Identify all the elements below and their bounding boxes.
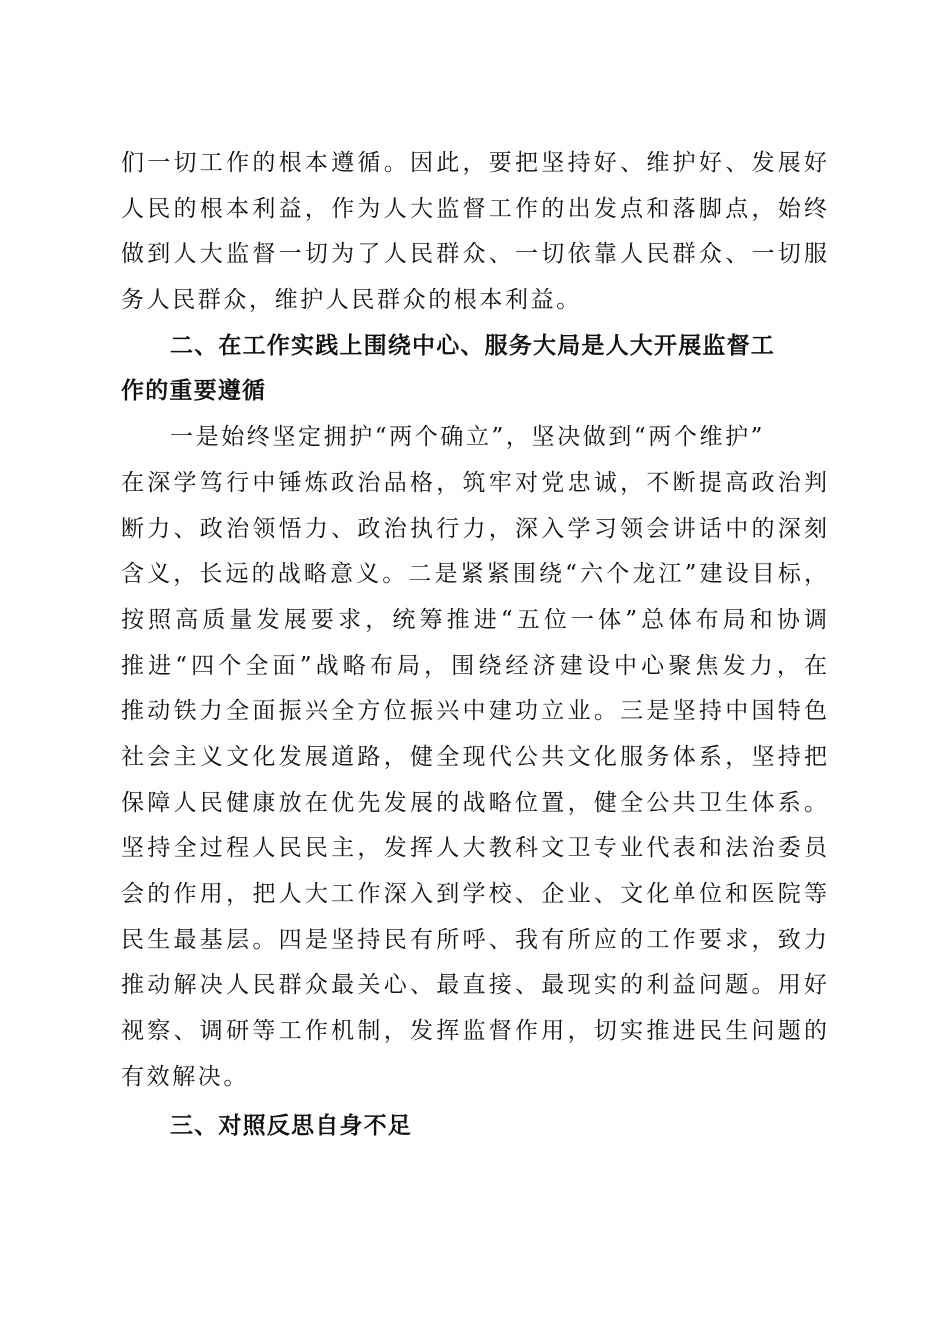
paragraph-main: [121, 415, 827, 1100]
section-heading-three: [121, 1104, 827, 1150]
text-line: 有效解决。: [121, 1063, 249, 1090]
text-line: 按照高质量发展要求，统筹推进“五位一体”总体布局和协调: [121, 606, 827, 633]
text-line: 在深学笃行中锤炼政治品格，筑牢对党忠诚，不断提高政治判: [121, 469, 827, 496]
text-line: 推进“四个全面”战略布局，围绕经济建设中心聚焦发力，在: [121, 652, 827, 679]
text-line: 保障人民健康放在优先发展的战略位置，健全公共卫生体系。: [121, 789, 827, 816]
text-line: 们一切工作的根本遵循。因此，要把坚持好、维护好、发展好: [121, 150, 827, 176]
text-line: 务人民群众，维护人民群众的根本利益。: [121, 287, 582, 314]
text-line: 会的作用，把人大工作深入到学校、企业、文化单位和医院等: [121, 881, 827, 907]
document-body: [121, 141, 827, 1150]
heading-line: 作的重要遵循: [121, 378, 267, 405]
text-line: 社会主义文化发展道路，健全现代公共文化服务体系，坚持把: [121, 743, 827, 770]
text-line: 民生最基层。四是坚持民有所呼、我有所应的工作要求，致力: [121, 926, 827, 953]
text-line: 坚持全过程人民民主，发挥人大教科文卫专业代表和法治委员: [121, 835, 827, 862]
text-line: 一是始终坚定拥护“两个确立”，坚决做到“两个维护”: [170, 424, 766, 451]
heading-line: 二、在工作实践上围绕中心、服务大局是人大开展监督工: [170, 332, 775, 359]
text-line: 断力、政治领悟力、政治执行力，深入学习领会讲话中的深刻: [121, 515, 827, 542]
paragraph-continuation: [121, 141, 827, 324]
text-line: 人民的根本利益，作为人大监督工作的出发点和落脚点，始终: [121, 195, 827, 222]
text-line: 含义，长远的战略意义。二是紧紧围绕“六个龙江”建设目标，: [121, 561, 827, 588]
text-line: 推动铁力全面振兴全方位振兴中建功立业。三是坚持中国特色: [121, 698, 827, 725]
heading-line: 三、对照反思自身不足: [170, 1113, 412, 1140]
text-line: 做到人大监督一切为了人民群众、一切依靠人民群众、一切服: [121, 241, 827, 268]
text-line: 推动解决人民群众最关心、最直接、最现实的利益问题。用好: [121, 972, 827, 999]
section-heading-two: [121, 324, 827, 415]
text-line: 视察、调研等工作机制，发挥监督作用，切实推进民生问题的: [121, 1018, 827, 1045]
